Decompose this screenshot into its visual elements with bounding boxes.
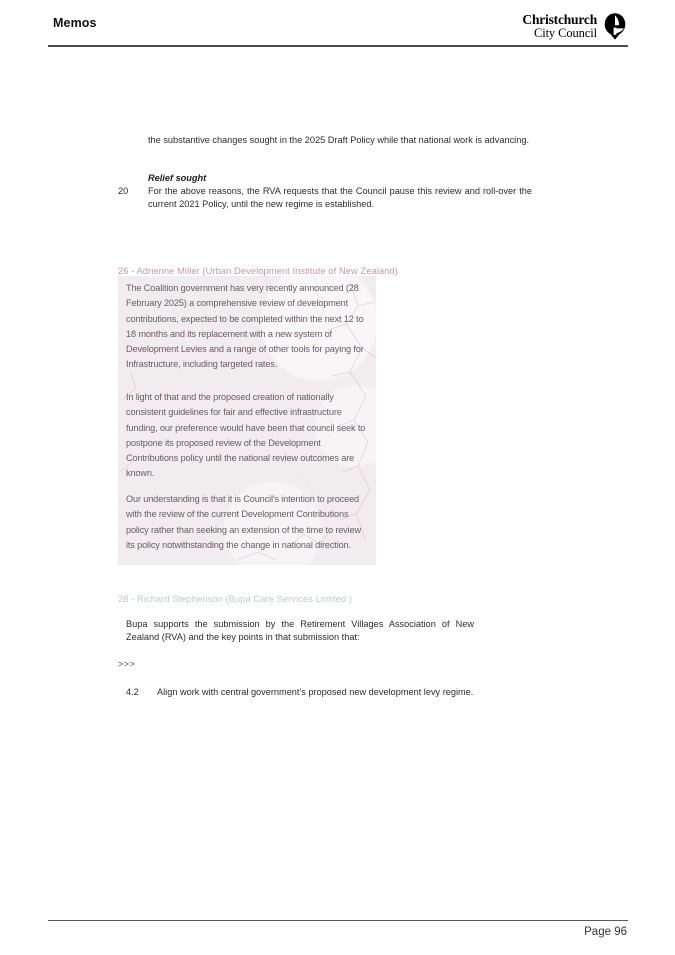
page-title: Memos bbox=[53, 16, 97, 30]
pasted-paragraph-2: In light of that and the proposed creation of nationally consistent guidelines for fair and effective infrastructure funding, our preference would have been that council seek to postpone its proposed review of the Development Contributions policy until the national review outcomes are known. bbox=[126, 392, 366, 479]
christchurch-city-council-crest-icon bbox=[602, 13, 628, 40]
header-divider-rule bbox=[48, 45, 628, 47]
pasted-submission-image-26 bbox=[118, 276, 376, 565]
submitter-heading-28: 28 - Richard Stephenson (Bupa Care Services Limited ) bbox=[118, 593, 353, 604]
logo-wordmark bbox=[522, 13, 597, 40]
pasted-paragraph-3: Our understanding is that it is Council's intention to proceed with the review of the current Development Contributions policy rather than seeking an extension of the time to review its policy notwithstanding the change in national direction. bbox=[126, 494, 361, 550]
relief-paragraph-text: For the above reasons, the RVA requests that the Council pause this review and roll-over the current 2021 Policy, until the new regime is established. bbox=[148, 186, 532, 210]
relief-paragraph-number: 20 bbox=[118, 186, 129, 196]
bupa-item-number: 4.2 bbox=[126, 687, 139, 697]
submitter-heading-26: 26 - Adrienne Miller (Urban Development Institute of New Zealand) bbox=[118, 265, 398, 276]
continuation-marker: >>> bbox=[118, 659, 136, 669]
footer-divider-rule bbox=[48, 920, 628, 921]
page-header bbox=[0, 0, 675, 50]
pasted-paragraph-1: The Coalition government has very recently announced (28 February 2025) a comprehensive review of development contributions, expected to be completed within the next 12 to 18 months and its replacement with a new system of Development Levies and a range of other tools for paying for Infrastructure, including targeted rates. bbox=[126, 283, 364, 370]
council-logo bbox=[522, 13, 628, 40]
relief-sought-label: Relief sought bbox=[148, 173, 207, 183]
logo-line-1: Christchurch bbox=[522, 12, 597, 28]
continued-paragraph: the substantive changes sought in the 2025 Draft Policy while that national work is advancing. bbox=[148, 135, 529, 145]
relief-sought-heading bbox=[148, 172, 532, 185]
logo-line-2: City Council bbox=[533, 26, 597, 40]
page-number-label: Page 96 bbox=[584, 926, 627, 938]
page-footer bbox=[0, 920, 675, 955]
bupa-intro-paragraph: Bupa supports the submission by the Retirement Villages Association of New Zealand (RVA) and the key points in that submission that: bbox=[126, 619, 474, 643]
bupa-item-text: Align work with central government's proposed new development levy regime. bbox=[157, 687, 474, 697]
